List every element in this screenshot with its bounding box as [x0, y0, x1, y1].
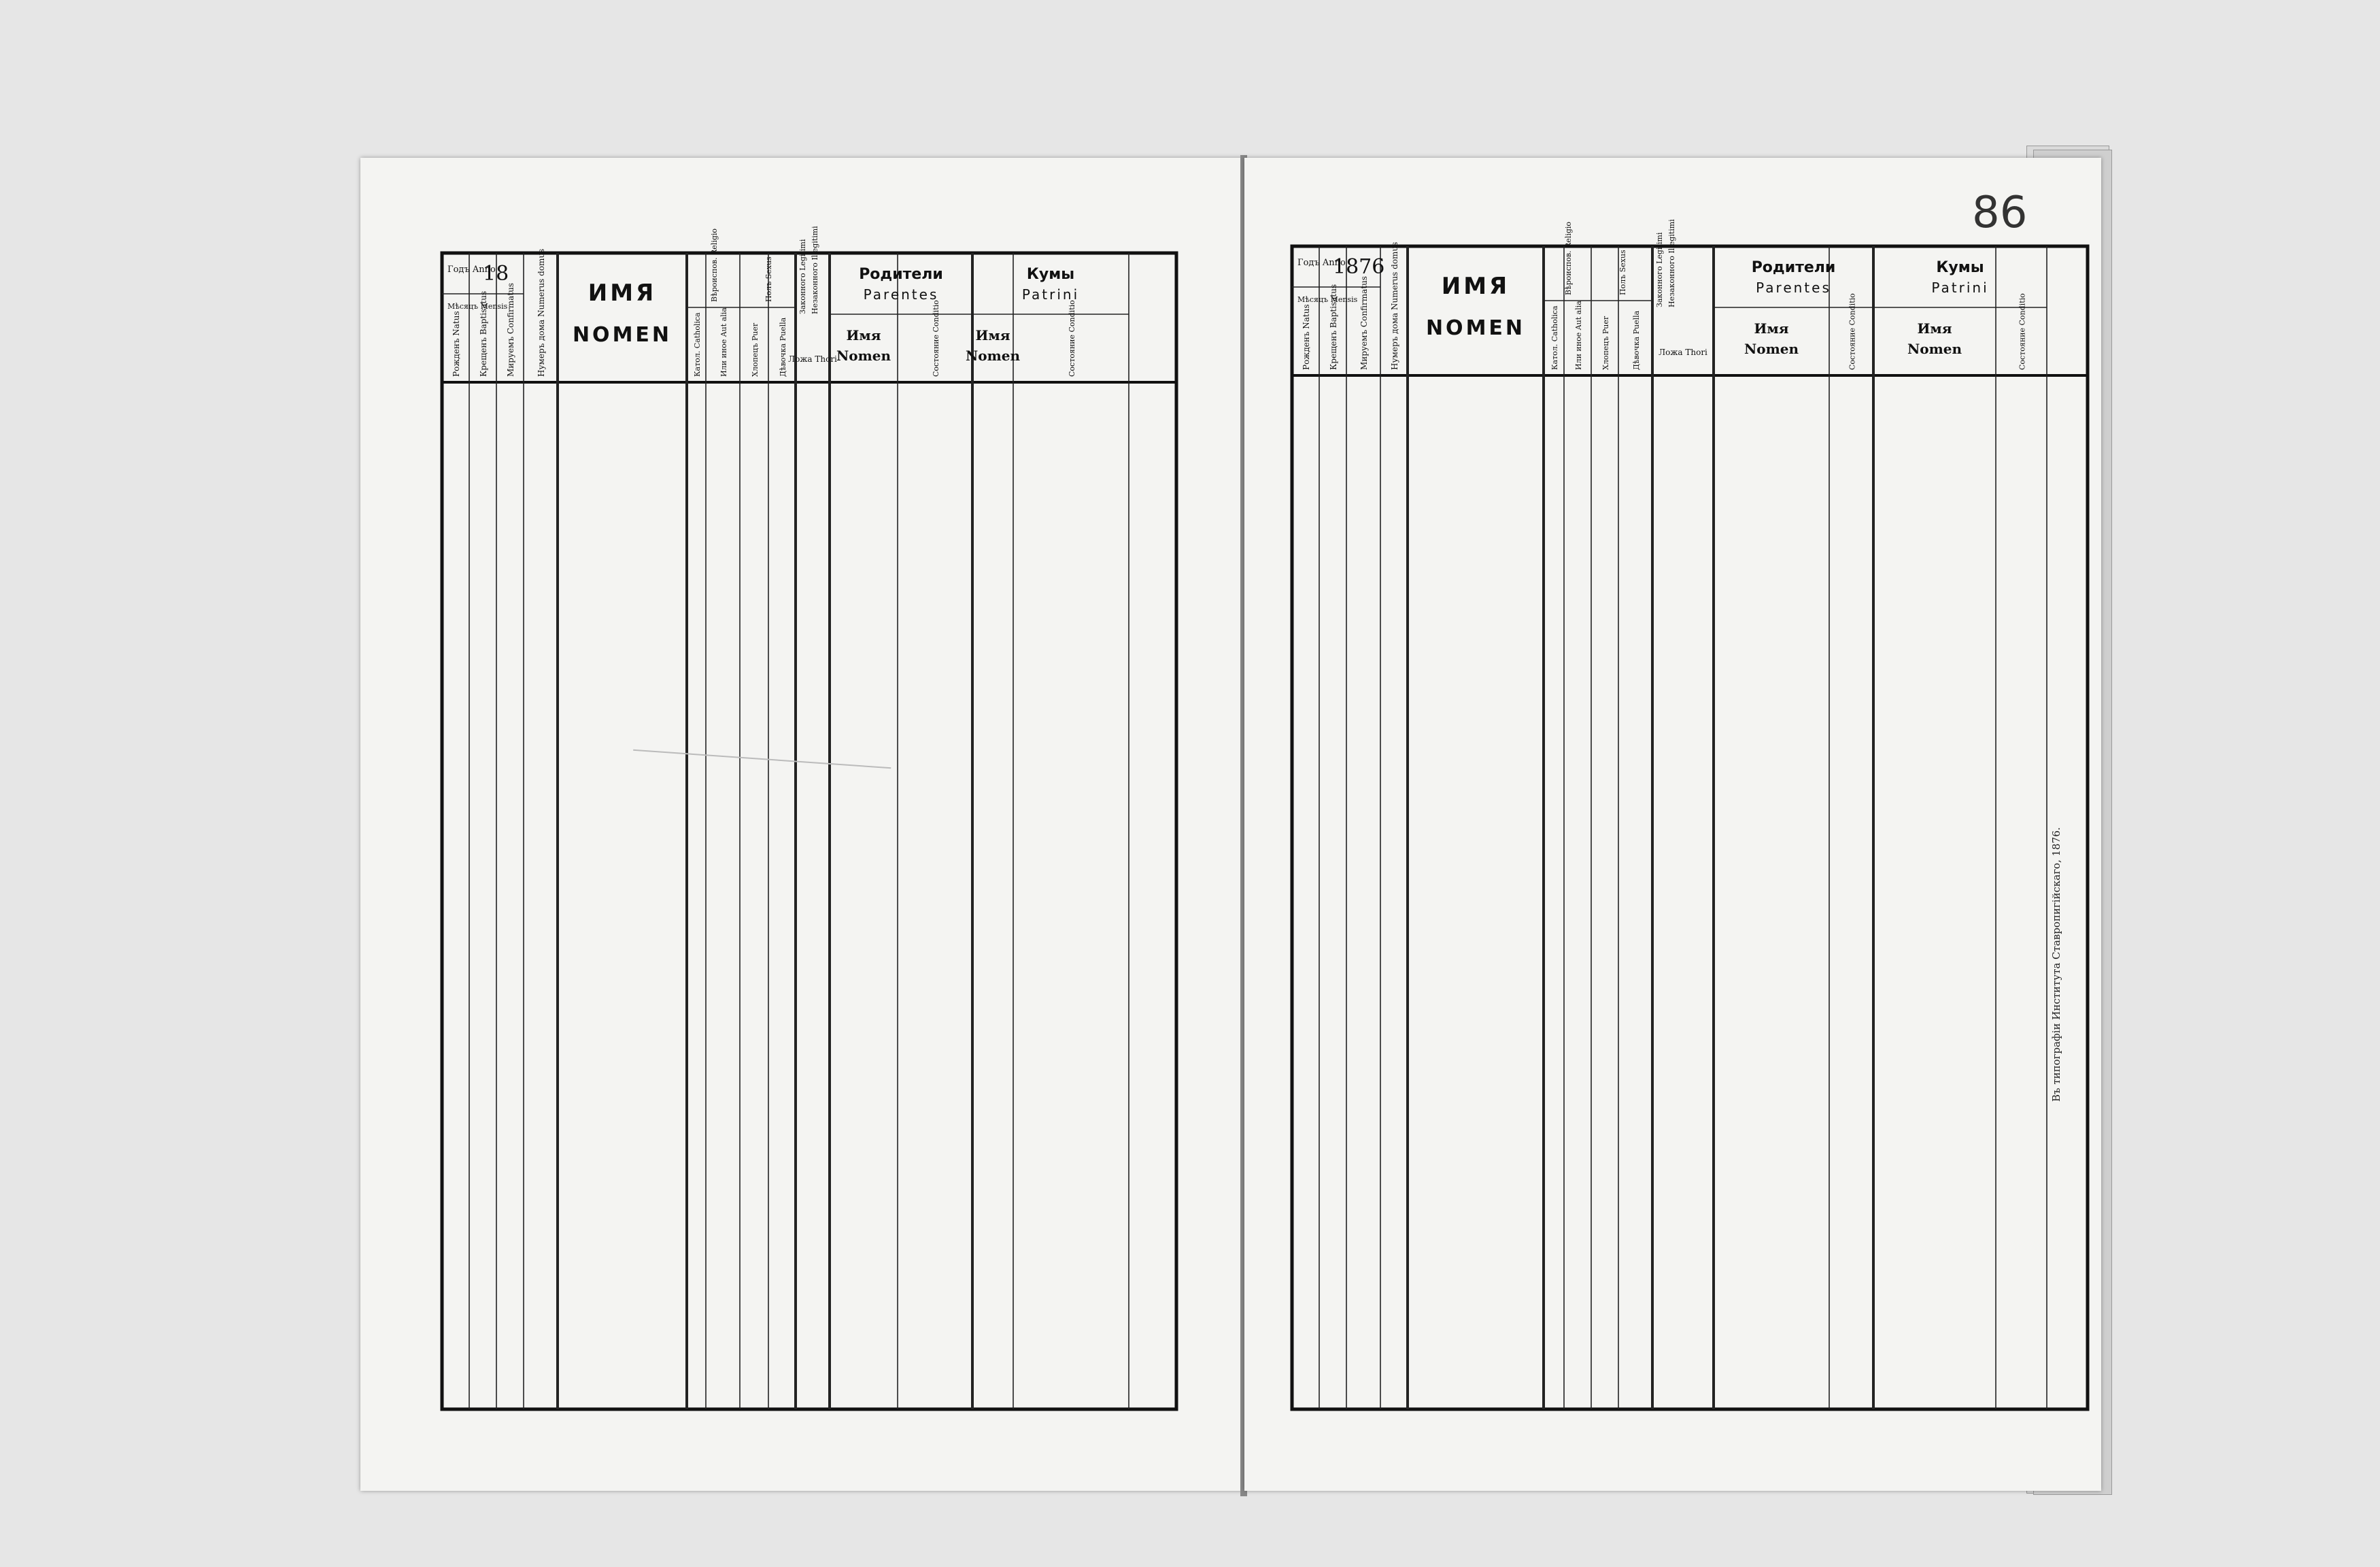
baptized-label: Крещенъ Baptisatus — [1329, 284, 1338, 370]
born-label: Рожденъ Natus — [1302, 304, 1311, 370]
godparents-latin: Patrini — [1021, 286, 1080, 303]
confirmed-label: Мируемъ Confirmatus — [506, 282, 515, 377]
catholic-label: Катол. Catholica — [693, 312, 702, 377]
right-register-grid — [1244, 158, 2101, 1491]
godparents-nomen-label: Nomen — [1907, 341, 1962, 357]
girl-label: Дѣвочка Puella — [1632, 310, 1641, 370]
girl-label: Дѣвочка Puella — [779, 317, 787, 377]
baptized-label: Крещенъ Baptisatus — [479, 290, 488, 377]
printer-note — [2050, 1081, 2062, 1102]
godparents-latin: Patrini — [1931, 280, 1989, 296]
parents-nomen-label: Nomen — [1744, 341, 1799, 357]
year-value: 1876 — [1333, 255, 1385, 279]
godparents-cond-label: Состояние Conditio — [1068, 300, 1076, 377]
bed-label: Ложа Thori — [788, 354, 837, 364]
month-label: Мѣсяцъ Mensis — [447, 302, 508, 311]
folio-number: 86 — [1972, 188, 2028, 238]
name-title-latin: NOMEN — [1425, 316, 1526, 340]
illegit-label: Незаконного Illegitimi — [811, 226, 819, 314]
parents-latin: Parentes — [863, 286, 939, 303]
house-label: Нумеръ дома Numerus domus — [537, 248, 546, 377]
left-page — [360, 158, 1244, 1491]
parents-nomen-label: Nomen — [836, 348, 891, 364]
godparents-name-label: Имя — [975, 327, 1010, 343]
religion-label: Вѣроиспов. Religio — [1564, 221, 1573, 295]
year-label: Годъ Anno — [447, 265, 496, 275]
parents-cond-label: Состояние Conditio — [932, 300, 940, 377]
parents-cond-label: Состояние Conditio — [1848, 293, 1857, 370]
parents-latin: Parentes — [1756, 280, 1831, 296]
register-frame — [442, 253, 1176, 1409]
other-label: Или иное Aut alia — [1574, 301, 1583, 370]
year-label: Годъ Anno — [1297, 258, 1346, 268]
name-title: ИМЯ — [1441, 273, 1510, 300]
right-page — [1244, 158, 2101, 1491]
parents-name-label: Имя — [846, 327, 881, 343]
legit-label: Законного Legitimi — [1655, 232, 1664, 307]
godparents-title: Кумы — [1936, 259, 1984, 276]
boy-label: Хлопецъ Puer — [1601, 316, 1610, 370]
parents-title: Родители — [1751, 259, 1836, 276]
illegit-label: Незаконного Illegitimi — [1667, 219, 1676, 307]
sex-label: Полъ Sexus — [1618, 250, 1627, 295]
born-label: Рожденъ Natus — [452, 311, 461, 377]
godparents-name-label: Имя — [1917, 320, 1952, 337]
boy-label: Хлопецъ Puer — [751, 322, 760, 377]
parents-title: Родители — [859, 266, 943, 283]
year-value: 18 — [483, 262, 509, 286]
catholic-label: Катол. Catholica — [1550, 305, 1559, 370]
name-title-latin: NOMEN — [572, 323, 673, 347]
left-register-grid — [360, 158, 1244, 1491]
bed-label: Ложа Thori — [1659, 348, 1707, 357]
other-label: Или иное Aut alia — [719, 307, 728, 377]
month-label: Мѣсяцъ Mensis — [1297, 295, 1358, 304]
confirmed-label: Мируемъ Confirmatus — [1359, 275, 1369, 370]
parents-name-label: Имя — [1754, 320, 1789, 337]
godparents-title: Кумы — [1026, 266, 1075, 283]
godparents-nomen-label: Nomen — [965, 348, 1021, 364]
religion-label: Вѣроиспов. Religio — [710, 228, 719, 302]
register-frame — [1292, 246, 2088, 1409]
house-label: Нумеръ дома Numerus domus — [1390, 241, 1399, 370]
sex-label: Полъ Sexus — [764, 256, 773, 302]
name-title: ИМЯ — [588, 280, 657, 307]
legit-label: Законного Legitimi — [798, 239, 807, 314]
godparents-cond-label: Состояние Conditio — [2018, 293, 2027, 370]
